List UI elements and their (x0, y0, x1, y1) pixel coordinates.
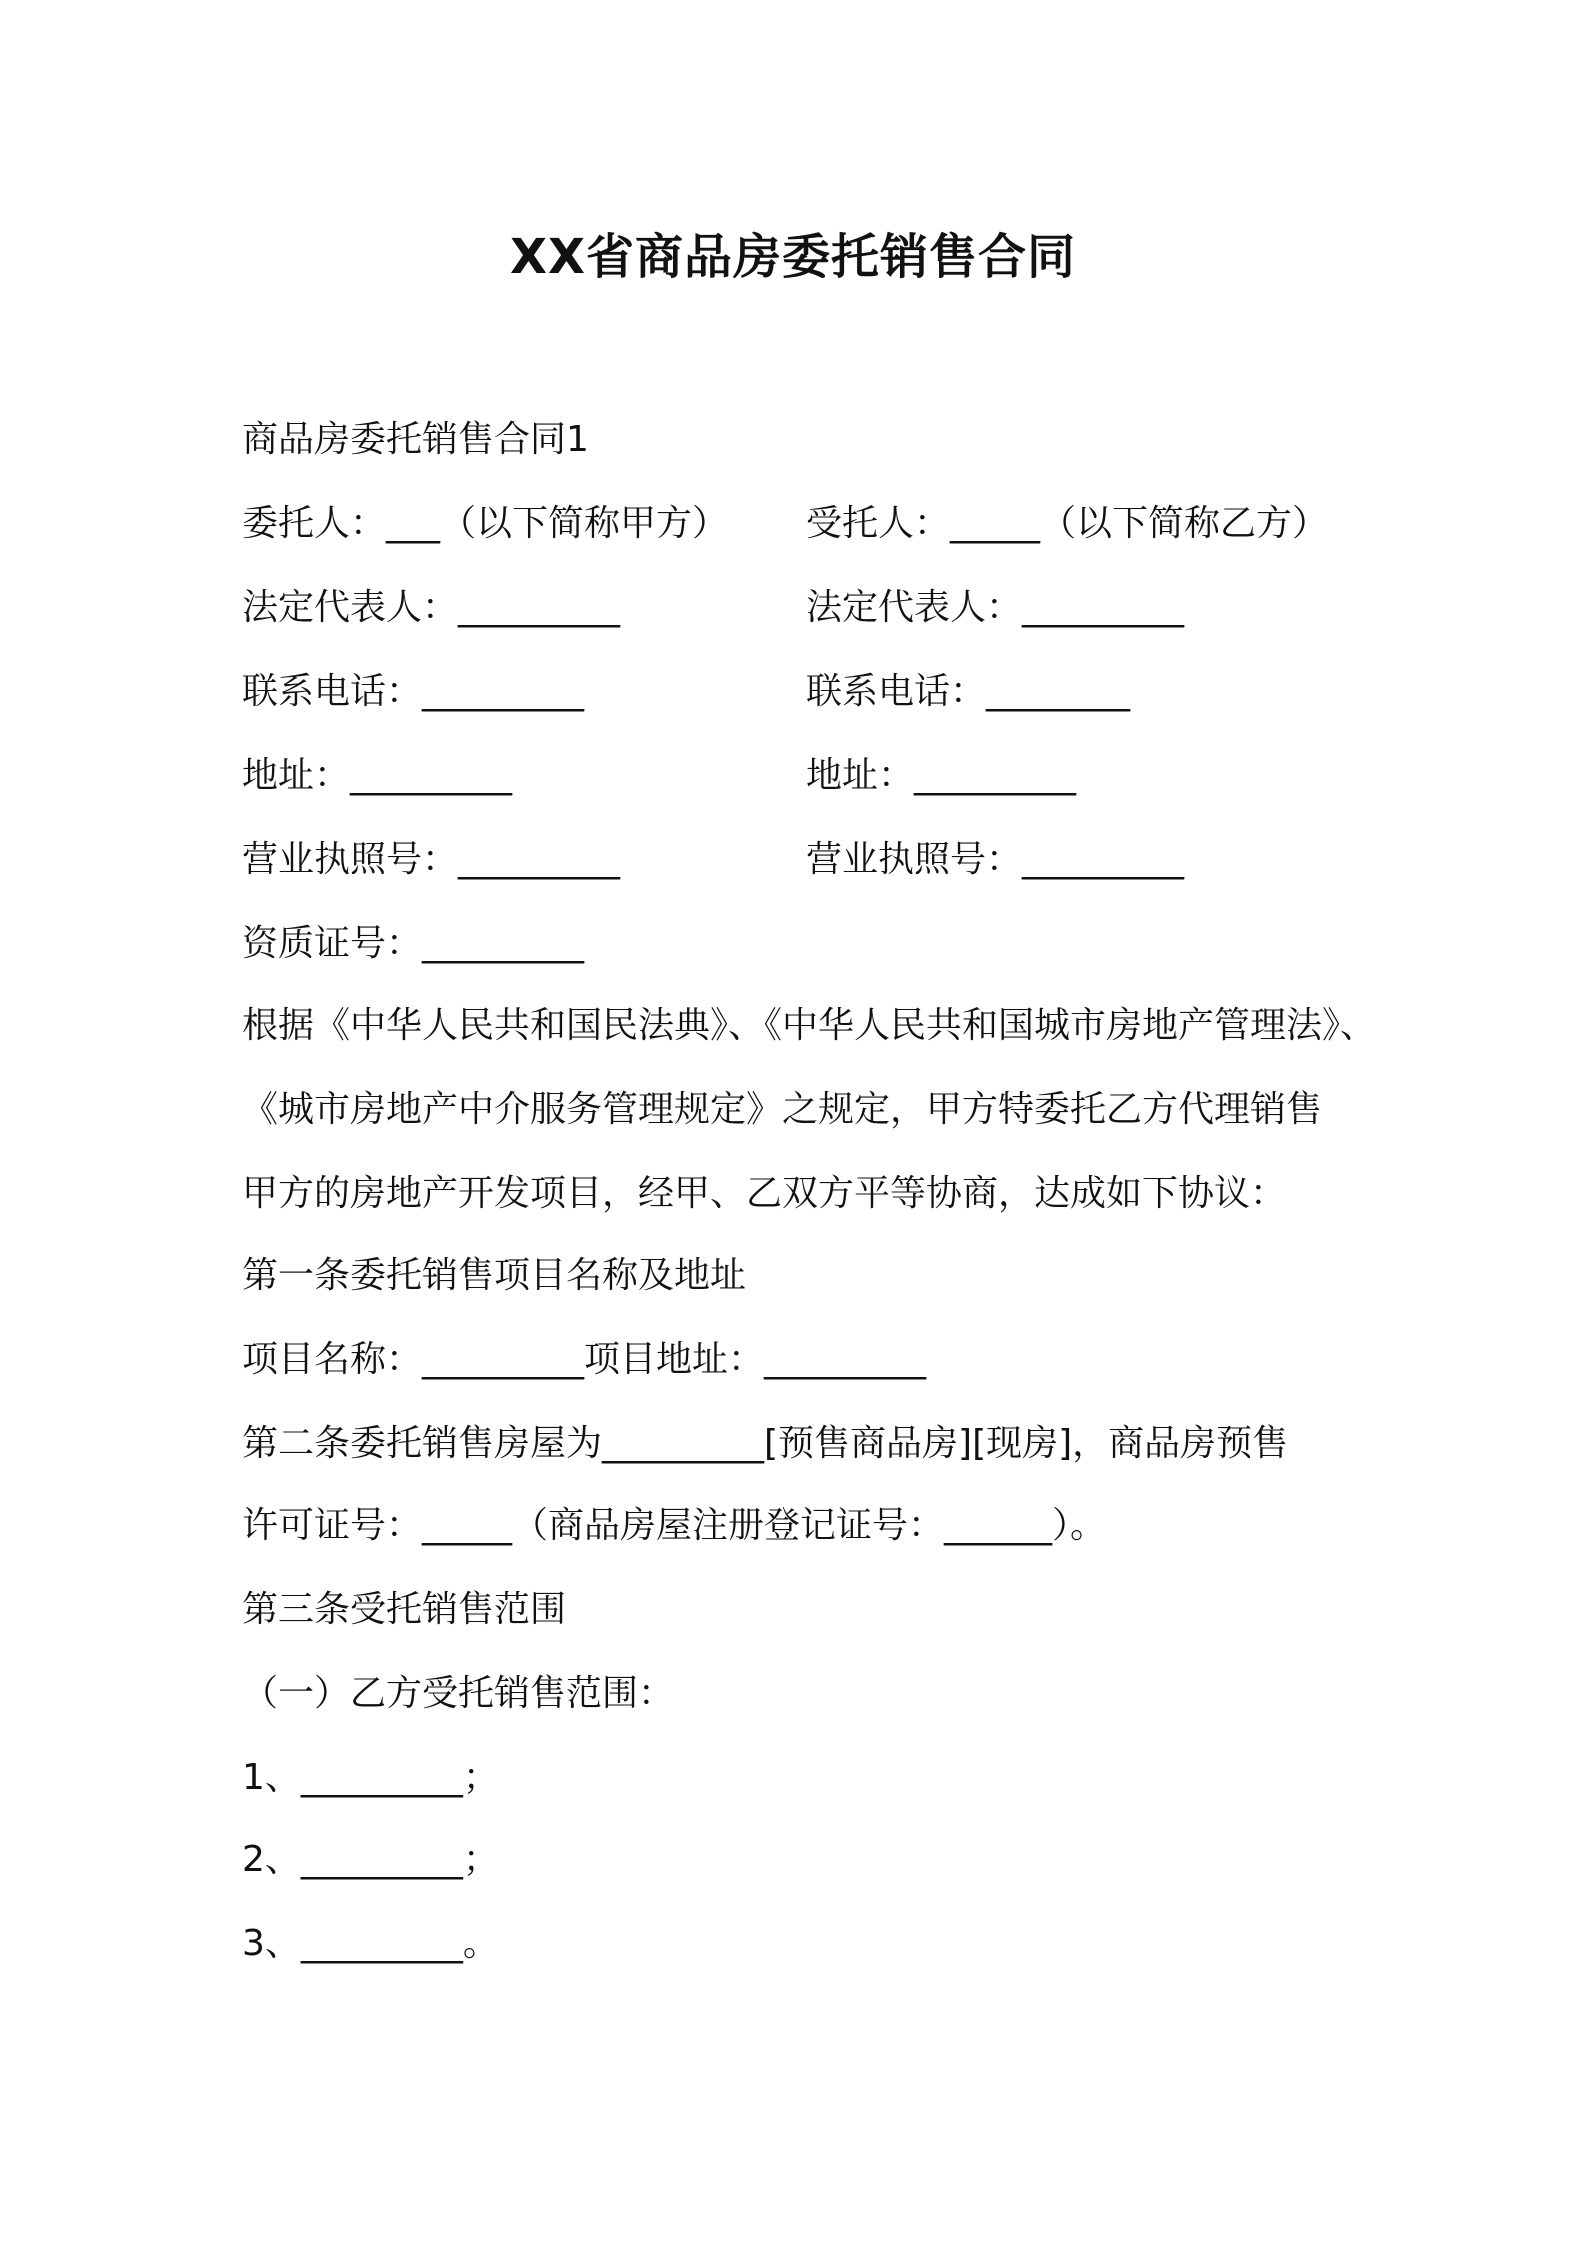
entrusted-party-line: 受托人：_____（以下简称乙方） (806, 503, 1329, 544)
party-a-phone: 联系电话：_________ (242, 671, 585, 712)
party-a-qualification: 资质证号：_________ (242, 923, 585, 964)
preamble-line-1: 根据《中华人民共和国民法典》、《中华人民共和国城市房地产管理法》、 (242, 1005, 1377, 1046)
article-3-heading: 第三条受托销售范围 (242, 1589, 567, 1630)
party-a-legal-rep: 法定代表人：_________ (242, 587, 621, 628)
party-b-legal-rep: 法定代表人：_________ (806, 587, 1185, 628)
party-a-business-license: 营业执照号：_________ (242, 839, 621, 880)
preamble-line-3: 甲方的房地产开发项目，经甲、乙双方平等协商，达成如下协议： (242, 1173, 1287, 1214)
scope-item-3: 3、_________。 (242, 1923, 499, 1964)
entrusting-party-line: 委托人：___（以下简称甲方） (242, 503, 729, 544)
party-b-business-license: 营业执照号：_________ (806, 839, 1185, 880)
party-b-phone: 联系电话：________ (806, 671, 1131, 712)
party-b-address: 地址：_________ (806, 755, 1077, 796)
contract-subtitle: 商品房委托销售合同1 (242, 419, 589, 460)
article-2-line-2: 许可证号：_____（商品房屋注册登记证号：______）。 (242, 1505, 1107, 1546)
scope-item-1: 1、_________； (242, 1757, 499, 1798)
article-3-subheading: （一）乙方受托销售范围： (242, 1673, 675, 1714)
article-1-heading: 第一条委托销售项目名称及地址 (242, 1255, 747, 1296)
scope-item-2: 2、_________； (242, 1839, 499, 1880)
document-title: XX省商品房委托销售合同 (509, 229, 1077, 285)
article-2-line-1: 第二条委托销售房屋为_________[预售商品房][现房]，商品房预售 (242, 1423, 1289, 1464)
preamble-line-2: 《城市房地产中介服务管理规定》之规定，甲方特委托乙方代理销售 (242, 1089, 1323, 1130)
article-1-content: 项目名称：_________项目地址：_________ (242, 1339, 927, 1380)
party-a-address: 地址：_________ (242, 755, 513, 796)
